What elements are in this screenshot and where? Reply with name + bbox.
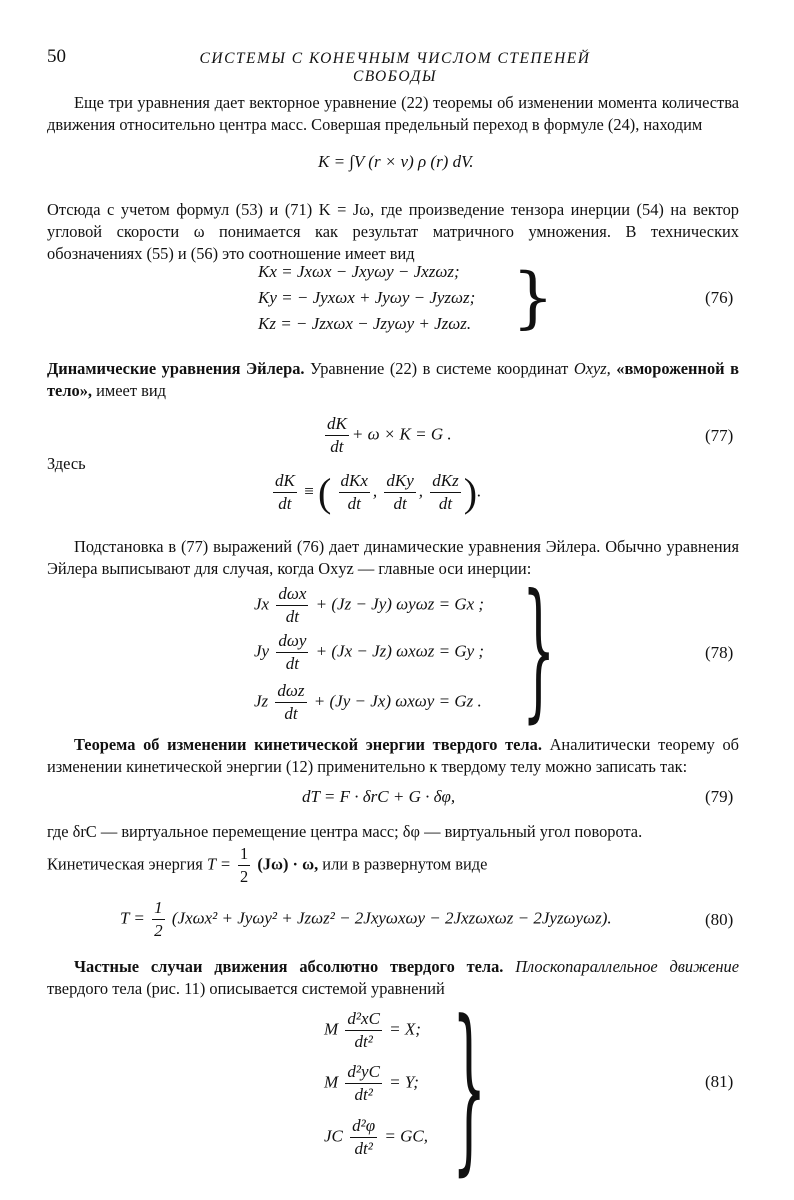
fraction-denominator: dt² bbox=[354, 1085, 373, 1104]
coefficient: M bbox=[324, 1019, 339, 1039]
coefficient: JC bbox=[324, 1126, 343, 1146]
fraction-denominator: dt bbox=[330, 437, 344, 456]
word-zdes: Здесь bbox=[47, 454, 86, 473]
equation-rest: + (Jx − Jz) ωxωz = Gy ; bbox=[315, 641, 485, 661]
right-brace: } bbox=[512, 259, 554, 336]
equation-rest: + (Jz − Jy) ωyωz = Gx ; bbox=[315, 594, 485, 614]
right-brace: } bbox=[452, 983, 487, 1192]
equation-81-row-2 bbox=[324, 1061, 419, 1106]
equation-80 bbox=[120, 897, 612, 942]
equation-rest: = GC, bbox=[384, 1126, 428, 1146]
coefficient: M bbox=[324, 1072, 339, 1092]
section-kinetic-energy bbox=[47, 734, 739, 778]
section-title-special-cases: Частные случаи движения абсолютно твердого тела. bbox=[74, 957, 504, 976]
section-special-text: твердого тела (рис. 11) описывается системой уравнений bbox=[47, 979, 445, 998]
equation-81-row-3 bbox=[324, 1115, 428, 1160]
section-energy-text: Аналитически теорему об изменении кинетической энергии (12) применительно к твердому телу можно записать так: bbox=[47, 735, 739, 776]
page-number: 50 bbox=[47, 46, 66, 67]
fraction-numerator: dK bbox=[273, 470, 297, 493]
equation-rest: = X; bbox=[389, 1019, 421, 1039]
section-euler-text-b: имеет вид bbox=[96, 381, 166, 400]
equation-number-79: (79) bbox=[705, 787, 734, 806]
equation-81-row-1 bbox=[324, 1008, 421, 1053]
fraction-numerator: dωz bbox=[275, 680, 306, 703]
symbol-t: T = bbox=[206, 854, 231, 874]
paragraph-momentum: Еще три уравнения дает векторное уравнение (22) теоремы об изменении момента количества движения относительно центра масс. Совершая предельный переход в формуле (24), находим bbox=[47, 93, 739, 134]
paragraph-kinetic-energy bbox=[47, 843, 487, 888]
fraction-numerator: dKz bbox=[430, 470, 460, 493]
equation-78-row-1 bbox=[254, 583, 484, 628]
equation-number-80: (80) bbox=[705, 910, 734, 929]
running-title: СИСТЕМЫ С КОНЕЧНЫМ ЧИСЛОМ СТЕПЕНЕЙ СВОБОДЫ bbox=[199, 50, 591, 85]
paragraph-euler-substitution: Подстановка в (77) выражений (76) дает динамические уравнения Эйлера. Обычно уравнения Эйлера выписывают для случая, когда Oxyz — главные оси инерции: bbox=[47, 537, 739, 578]
inertia-coefficient: Jy bbox=[254, 641, 270, 661]
fraction-numerator: d²φ bbox=[350, 1115, 377, 1138]
fraction-numerator: dKy bbox=[384, 470, 415, 493]
section-euler-text-a: Уравнение (22) в системе координат bbox=[310, 359, 569, 378]
section-special-cases bbox=[47, 956, 739, 1000]
equation-79: dT = F · δrC + G · δφ, bbox=[302, 787, 456, 806]
fraction-denominator: dt bbox=[285, 607, 299, 626]
equation-number-77: (77) bbox=[705, 426, 734, 445]
fraction-denominator: 2 bbox=[154, 921, 163, 940]
fraction-numerator: dωy bbox=[276, 630, 308, 653]
inertia-coefficient: Jx bbox=[254, 594, 270, 614]
equation-76-line-1: Kx = Jxωx − Jxyωy − Jxzωz; bbox=[258, 262, 460, 281]
equation-angular-momentum: K = ∫V (r × v) ρ (r) dV. bbox=[318, 152, 474, 171]
fraction-denominator: dt bbox=[278, 494, 292, 513]
equation-number-78: (78) bbox=[705, 643, 734, 662]
right-brace: } bbox=[522, 563, 556, 737]
equation-lhs: T = bbox=[120, 908, 145, 928]
expression-j-omega: (Jω) · ω, bbox=[257, 854, 319, 874]
fraction-denominator: dt bbox=[438, 494, 453, 513]
fraction-numerator: dKx bbox=[339, 470, 370, 493]
equation-number-76: (76) bbox=[705, 288, 734, 307]
equation-77 bbox=[322, 413, 452, 458]
fraction-numerator: dK bbox=[325, 413, 349, 436]
equation-rest: + (Jy − Jx) ωxωy = Gz . bbox=[313, 691, 482, 711]
equation-rest: = Y; bbox=[389, 1072, 419, 1092]
fraction-numerator: d²yC bbox=[345, 1061, 381, 1084]
fraction-numerator: dωx bbox=[276, 583, 308, 606]
equation-body: (Jxωx² + Jyωy² + Jzωz² − 2Jxyωxωy − 2Jxzωxωz − 2Jyzωyωz). bbox=[171, 908, 612, 928]
term-plane-parallel: Плоскопараллельное движение bbox=[515, 957, 739, 976]
equation-76-line-2: Ky = − Jyxωx + Jyωy − Jyzωz; bbox=[258, 288, 476, 307]
coordinate-system-oxyz: Oxyz, bbox=[573, 359, 611, 378]
section-euler-equations bbox=[47, 358, 739, 402]
fraction-denominator: dt bbox=[393, 494, 407, 513]
equation-77-rest: + ω × K = G . bbox=[351, 424, 452, 444]
equation-78-row-3 bbox=[254, 680, 482, 725]
text-expanded: или в развернутом виде bbox=[322, 854, 488, 874]
fraction-numerator: d²xC bbox=[345, 1008, 381, 1031]
section-title-euler: Динамические уравнения Эйлера. bbox=[47, 359, 305, 378]
fraction-denominator: dt bbox=[284, 704, 298, 723]
fraction-numerator: 1 bbox=[152, 897, 165, 920]
paragraph-tensor: Отсюда с учетом формул (53) и (71) K = Jω, где произведение тензора инерции (54) на вектор угловой скорости ω понимается как результат матричного умножения. В технических обозначениях (55) и (56) это соотношение имеет вид bbox=[47, 200, 739, 263]
inertia-coefficient: Jz bbox=[254, 691, 269, 711]
section-title-kinetic-energy: Теорема об изменении кинетической энергии твердого тела. bbox=[74, 735, 542, 754]
fraction-denominator: 2 bbox=[240, 867, 249, 886]
paragraph-virtual-displacement: где δrC — виртуальное перемещение центра масс; δφ — виртуальный угол поворота. bbox=[47, 822, 643, 841]
equation-number-81: (81) bbox=[705, 1072, 734, 1091]
equation-76-line-3: Kz = − Jzxωx − Jzyωy + Jzωz. bbox=[258, 314, 472, 333]
fraction-numerator: 1 bbox=[238, 843, 250, 866]
equation-78-row-2 bbox=[254, 630, 484, 675]
fraction-denominator: dt bbox=[347, 494, 361, 513]
fraction-denominator: dt² bbox=[354, 1139, 373, 1158]
equation-dk-components: $\frac{dK}{dt}$ ≡ ( $\frac{\text{dKx}}{dt}$ , $\frac{\text{dKy}}{dt}$ , $\frac{\text{dKz}}{dt}$ ). bbox=[275, 470, 482, 515]
fraction-denominator: dt² bbox=[354, 1032, 373, 1051]
section-title-frozen: «вмороженной в тело», bbox=[47, 359, 739, 400]
fraction-denominator: dt bbox=[285, 654, 299, 673]
text-kinetic-energy: Кинетическая энергия bbox=[47, 854, 203, 874]
